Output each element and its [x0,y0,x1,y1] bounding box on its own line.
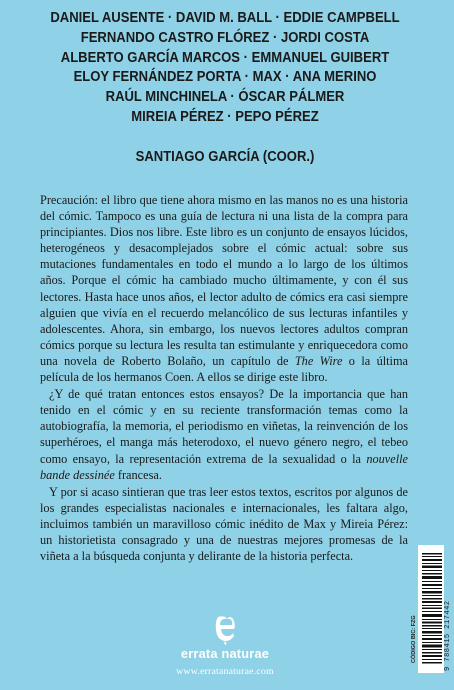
e-leaf-logo-icon [214,615,236,645]
paragraph-1: Precaución: el libro que tiene ahora mismo en las manos no es una historia del cómic. Tampoco es una guía de lectura ni una lista de la compra para principiantes. Dios nos libre. Este libro es un conjunto de ensayos lúcidos, heterogéneos y desacomplejados sobre el cómic actual: sobre sus mutaciones fundamentales en todo el mundo a lo largo de los últimos años. Porque el cómic ha cambiado mucho últimamente, y con él sus lectores. Hasta hace unos años, el lector adulto de cómics era casi siempre alguien que vivía en el recuerdo melancólico de sus lecturas infantiles y adolescentes. Ahora, sin embargo, los nuevos lectores adultos compran cómics porque su lectura les resulta tan estimulante y enriquecedora como una novela de Roberto Bolaño, un capítulo de The Wire o la última película de los hermanos Coen. A ellos se dirige este libro. [40,193,408,385]
isbn-number: 9 788415 217442 [444,600,452,671]
publisher-url: www.erratanaturae.com [176,666,274,677]
coordinator: SANTIAGO GARCÍA (COOR.) [135,148,315,165]
publisher-name: errata naturae [180,646,270,661]
paragraph-2: ¿Y de qué tratan entonces estos ensayos? De la importancia que han tenido en el cómic y en su reciente transformación temas como la autobiografía, la memoria, el periodismo en viñetas, la reinvención de los superhéroes, el manga más heterodoxo, el nuevo género negro, el tebeo como ensayo, la representación extrema de la sexualidad o la nouvelle bande dessinée francesa. [40,387,408,482]
publisher-block [0,615,450,677]
authors-line-2: FERNANDO CASTRO FLÓREZ · JORDI COSTA [80,28,370,46]
authors-line-5: RAÚL MINCHINELA · ÓSCAR PÁLMER [105,88,345,106]
authors-line-6: MIREIA PÉREZ · PEPO PÉREZ [131,107,319,125]
back-cover-blurb [40,192,408,565]
italic-title: The Wire [294,353,343,368]
italic-term: nouvelle bande dessinée [40,451,408,482]
paragraph-3: Y por si acaso sintieran que tras leer estos textos, escritos por algunos de los grandes especialistas nacionales e internacionales, les faltara algo, incluimos también un maravilloso cómic inédito de Max y Mireia Pérez: un historietista consagrado y una de nuestras mejores promesas de la viñeta a la búsqueda conjunta y delirante de la historia perfecta. [40,484,408,564]
bic-code: CÓDIGO BIC: FZG [411,615,417,663]
authors-list [32,8,419,127]
authors-line-4: ELOY FERNÁNDEZ PORTA · MAX · ANA MERINO [73,68,377,86]
authors-line-1: DANIEL AUSENTE · DAVID M. BALL · EDDIE CAMPBELL [50,9,400,26]
authors-line-3: ALBERTO GARCÍA MARCOS · EMMANUEL GUIBERT [60,48,390,66]
